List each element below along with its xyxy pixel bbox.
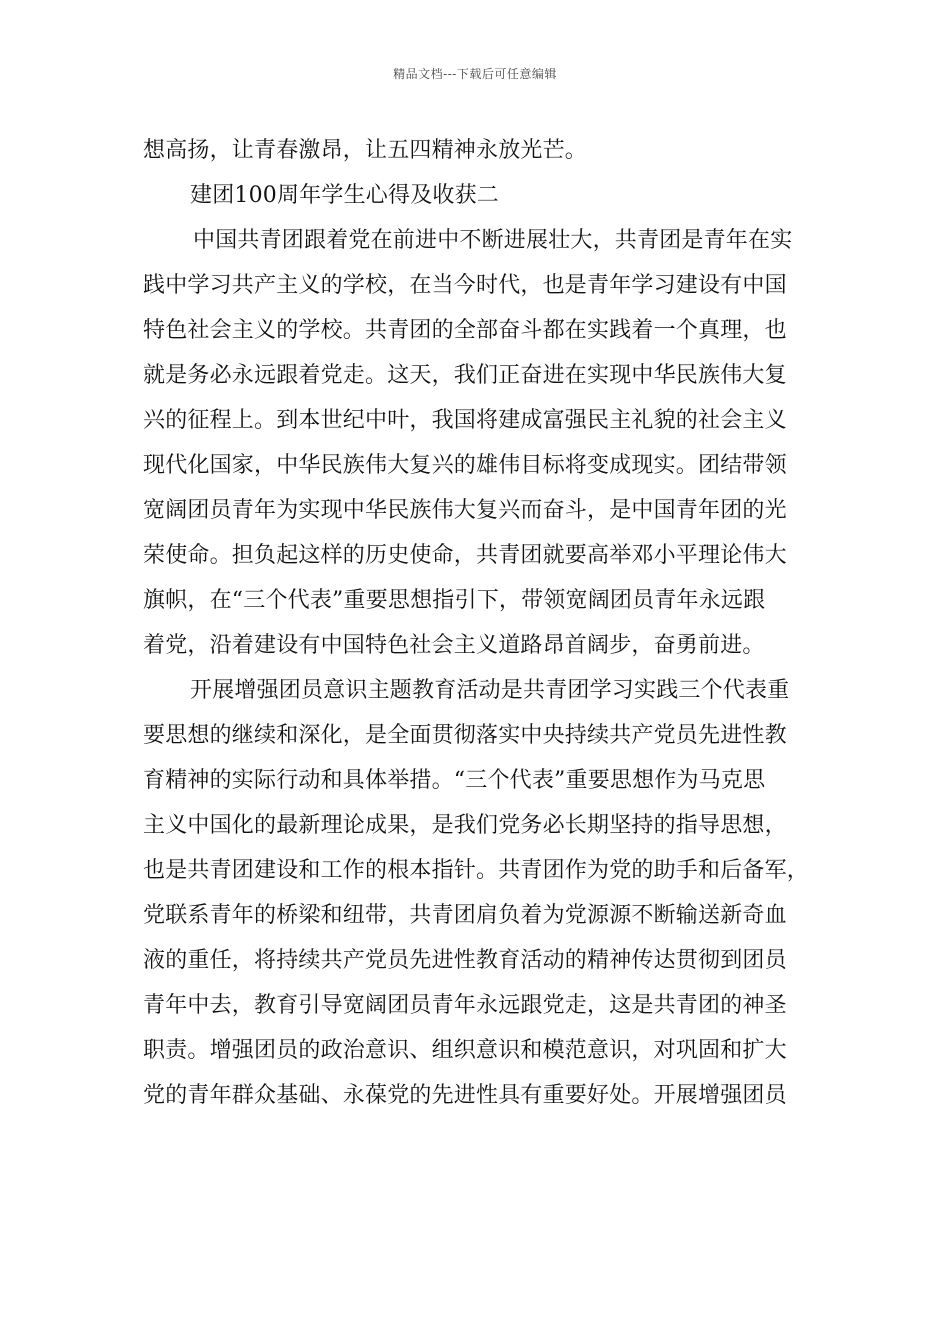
- text-line: 特色社会主义的学校。共青团的全部奋斗都在实践着一个真理，也: [143, 318, 787, 343]
- text-line: 要思想的继续和深化，是全面贯彻落实中央持续共产党员先进性教: [143, 723, 787, 748]
- section-title: 建团100周年学生心得及收获二: [190, 183, 499, 208]
- text-line: 党的青年群众基础、永葆党的先进性具有重要好处。开展增强团员: [143, 1083, 787, 1108]
- text-line: 也是共青团建设和工作的根本指针。共青团作为党的助手和后备军，: [143, 858, 810, 883]
- text-line: 旗帜，在“三个代表”重要思想指引下，带领宽阔团员青年永远跟: [143, 588, 766, 613]
- text-line: 宽阔团员青年为实现中华民族伟大复兴而奋斗，是中国青年团的光: [143, 498, 787, 523]
- text-line: 主义中国化的最新理论成果，是我们党务必长期坚持的指导思想，: [143, 813, 787, 838]
- text-line: 现代化国家，中华民族伟大复兴的雄伟目标将变成现实。团结带领: [143, 453, 787, 478]
- page-header: 精品文档---下载后可任意编辑: [393, 67, 557, 81]
- text-line: 践中学习共产主义的学校，在当今时代，也是青年学习建设有中国: [143, 273, 787, 298]
- document-body: [143, 128, 823, 1118]
- text-line: 开展增强团员意识主题教育活动是共青团学习实践三个代表重: [190, 678, 790, 703]
- text-line: 着党，沿着建设有中国特色社会主义道路昂首阔步，奋勇前进。: [143, 633, 765, 658]
- text-line: 育精神的实际行动和具体举措。“三个代表”重要思想作为马克思: [143, 768, 766, 793]
- text-line: 液的重任，将持续共产党员先进性教育活动的精神传达贯彻到团员: [143, 948, 787, 973]
- text-line: 兴的征程上。到本世纪中叶，我国将建成富强民主礼貌的社会主义: [143, 408, 787, 433]
- text-line: 荣使命。担负起这样的历史使命，共青团就要高举邓小平理论伟大: [143, 543, 787, 568]
- text-line: 中国共青团跟着党在前进中不断进展壮大，共青团是青年在实: [193, 228, 793, 253]
- text-line: 党联系青年的桥梁和纽带，共青团肩负着为党源源不断输送新奇血: [143, 903, 787, 928]
- text-line: 青年中去，教育引导宽阔团员青年永远跟党走，这是共青团的神圣: [143, 993, 787, 1018]
- text-line: 想高扬，让青春激昂，让五四精神永放光芒。: [143, 138, 588, 163]
- text-line: 就是务必永远跟着党走。这天，我们正奋进在实现中华民族伟大复: [143, 363, 787, 388]
- text-line: 职责。增强团员的政治意识、组织意识和模范意识，对巩固和扩大: [143, 1038, 787, 1063]
